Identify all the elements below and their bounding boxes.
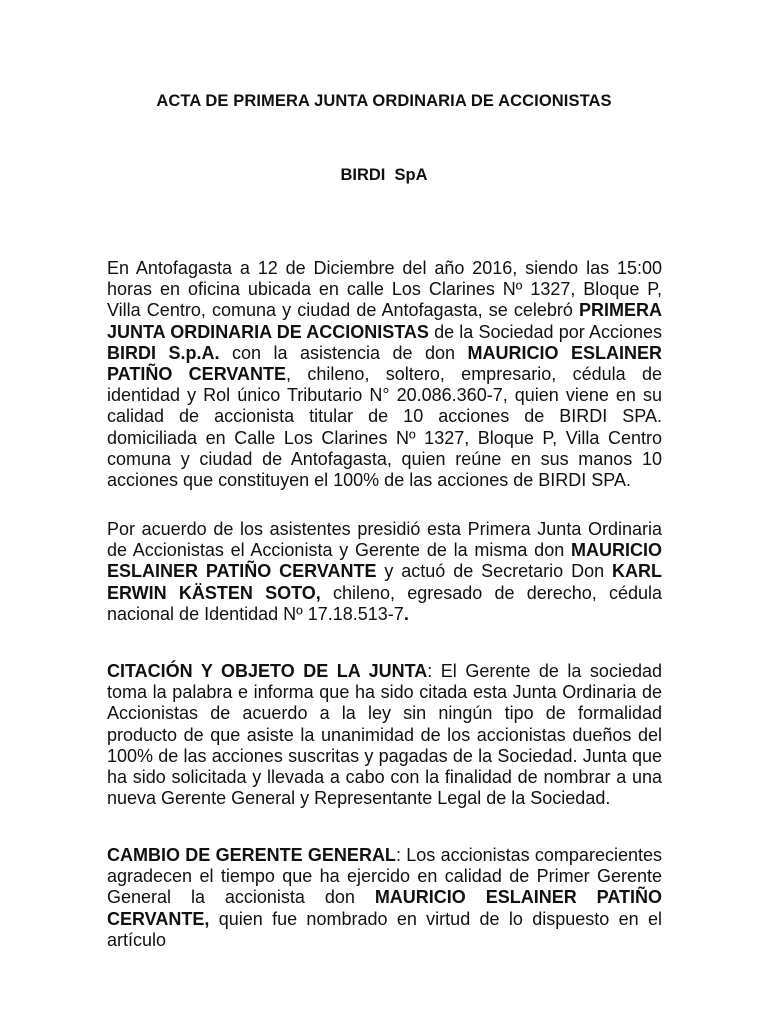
bold-text-segment: KARL ERWIN KÄSTEN SOTO,: [107, 561, 662, 603]
bold-text-segment: MAURICIO ESLAINER PATIÑO CERVANTE,: [107, 887, 662, 929]
company-name: BIRDI SpA: [340, 166, 428, 184]
text-segment: En Antofagasta a 12 de Diciembre del año 2016, siendo las 15:00 horas en oficina ubicada en calle Los Clarines Nº 1327, Bloque P, Villa Centro, comuna y ciudad de Antofagasta, se celebró: [107, 258, 662, 321]
bold-text-segment: PRIMERA JUNTA ORDINARIA DE ACCIONISTAS: [107, 300, 662, 342]
text-segment: Por acuerdo de los asistentes presidió esta Primera Junta Ordinaria de Accionistas el Accionista y Gerente de la misma don: [107, 519, 662, 561]
bold-text-segment: CITACIÓN Y OBJETO DE LA JUNTA: [107, 661, 428, 681]
document-title: ACTA DE PRIMERA JUNTA ORDINARIA DE ACCIONISTAS: [156, 92, 612, 110]
text-segment: con la asistencia de don: [219, 342, 468, 363]
paragraph-presidency: [107, 519, 662, 625]
paragraph-opening: [107, 258, 662, 491]
text-segment: : Los accionistas comparecientes agradecen el tiempo que ha ejercido en calidad de Primer Gerente General la accionista don: [107, 845, 662, 908]
text-segment: de la Sociedad por Acciones: [428, 321, 662, 342]
bold-text-segment: MAURICIO ESLAINER PATIÑO CERVANTE: [107, 342, 662, 385]
bold-text-segment: BIRDI S.p.A.: [107, 342, 220, 363]
text-segment: quien fue nombrado en virtud de lo dispuesto en el artículo: [107, 908, 662, 950]
text-segment: , chileno, soltero, empresario, cédula de identidad y Rol único Tributario N° 20.086.360-7, quien viene en su calidad de accionista titular de 10 acciones de BIRDI SPA. domiciliada en Calle Los Clarines Nº 1327, Bloque P, Villa Centro comuna y ciudad de Antofagasta, quien reúne en sus manos 10 acciones que constituyen el 100% de las acciones de BIRDI SPA.: [107, 364, 662, 491]
paragraph-manager-change: [107, 845, 662, 951]
text-segment: : El Gerente de la sociedad toma la palabra e informa que ha sido citada esta Junta Ordinaria de Accionistas de acuerdo a la ley sin ningún tipo de formalidad producto de que asiste la unanimidad de los accionistas dueños del 100% de las acciones suscritas y pagadas de la Sociedad. Junta que ha sido solicitada y llevada a cabo con la finalidad de nombrar a una nueva Gerente General y Representante Legal de la Sociedad.: [107, 661, 662, 809]
text-segment: chileno, egresado de derecho, cédula nacional de Identidad Nº 17.18.513-7: [107, 582, 662, 624]
bold-text-segment: MAURICIO ESLAINER PATIÑO CERVANTE: [107, 540, 662, 582]
text-segment: y actuó de Secretario Don: [376, 561, 612, 582]
bold-text-segment: CAMBIO DE GERENTE GENERAL: [107, 845, 396, 865]
paragraph-citation: [107, 661, 662, 809]
bold-text-segment: .: [403, 603, 409, 624]
